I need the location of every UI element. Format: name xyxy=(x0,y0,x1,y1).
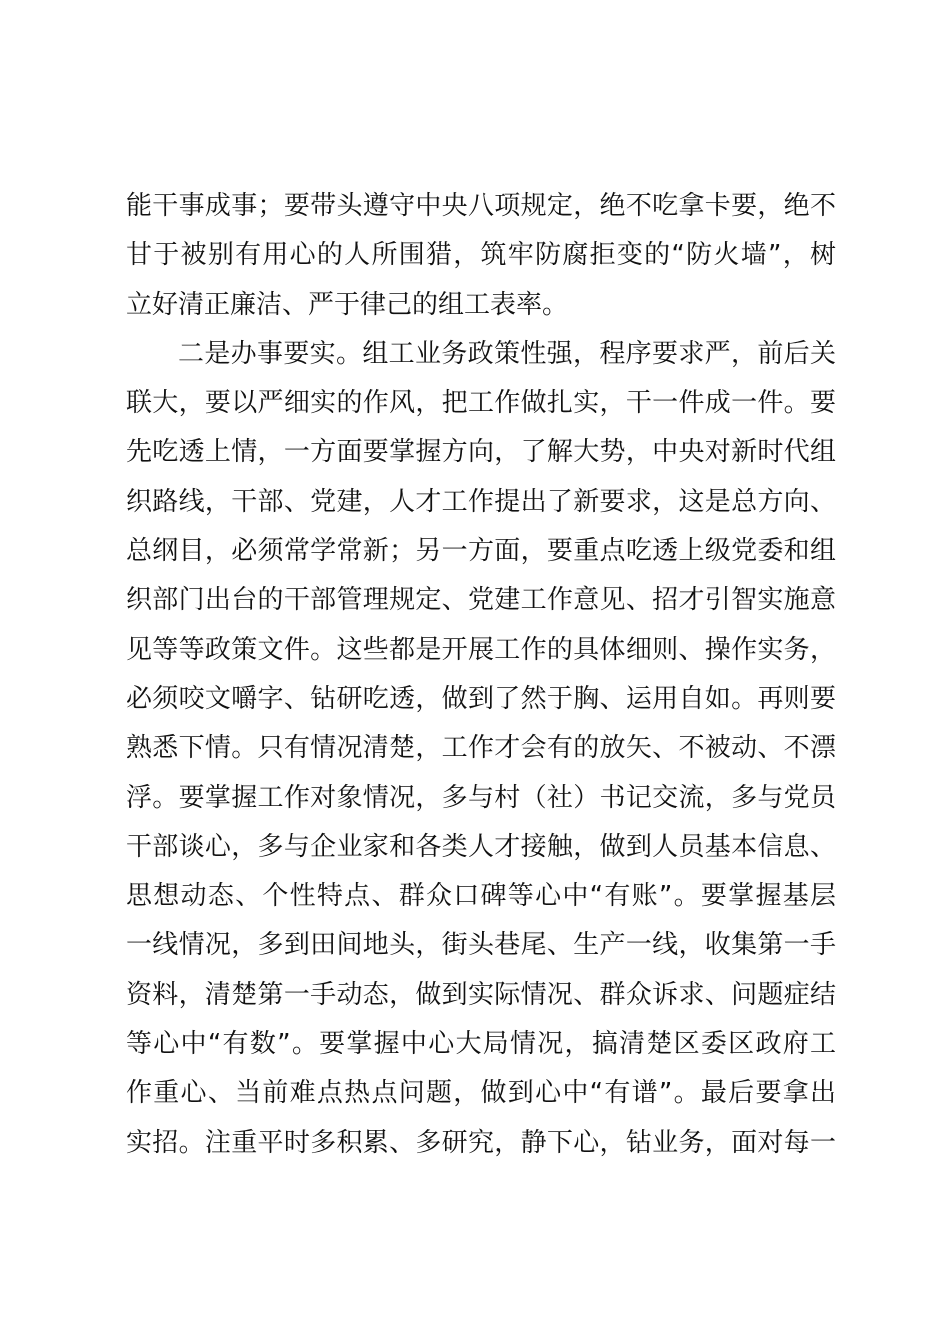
paragraph-2-line-4: 织路线，干部、党建，人才工作提出了新要求，这是总方向、 xyxy=(126,486,836,517)
paragraph-2-line-5: 总纲目，必须常学常新；另一方面，要重点吃透上级党委和组 xyxy=(126,536,836,567)
paragraph-2-line-1: 二是办事要实。组工业务政策性强，程序要求严，前后关 xyxy=(178,338,836,369)
paragraph-2-line-15: 等心中“有数”。要掌握中心大局情况，搞清楚区委区政府工 xyxy=(126,1029,836,1060)
paragraph-2-line-9: 熟悉下情。只有情况清楚，工作才会有的放矢、不被动、不漂 xyxy=(126,733,836,764)
paragraph-1-line-3: 立好清正廉洁、严于律己的组工表率。 xyxy=(126,289,569,320)
paragraph-2-line-17: 实招。注重平时多积累、多研究，静下心，钻业务，面对每一 xyxy=(126,1127,836,1158)
paragraph-2-line-3: 先吃透上情，一方面要掌握方向，了解大势，中央对新时代组 xyxy=(126,437,836,468)
paragraph-2-line-12: 思想动态、个性特点、群众口碑等心中“有账”。要掌握基层 xyxy=(126,881,836,912)
paragraph-2-line-11: 干部谈心，多与企业家和各类人才接触，做到人员基本信息、 xyxy=(126,831,836,862)
paragraph-1-line-2: 甘于被别有用心的人所围猎，筑牢防腐拒变的“防火墙”，树 xyxy=(126,240,836,271)
paragraph-2-line-6: 织部门出台的干部管理规定、党建工作意见、招才引智实施意 xyxy=(126,585,836,616)
paragraph-2-line-8: 必须咬文嚼字、钻研吃透，做到了然于胸、运用自如。再则要 xyxy=(126,683,836,714)
paragraph-2-line-2: 联大，要以严细实的作风，把工作做扎实，干一件成一件。要 xyxy=(126,388,836,419)
paragraph-2-line-13: 一线情况，多到田间地头，街头巷尾、生产一线，收集第一手 xyxy=(126,930,836,961)
paragraph-1-line-1: 能干事成事；要带头遵守中央八项规定，绝不吃拿卡要，绝不 xyxy=(126,191,836,221)
paragraph-2-line-7: 见等等政策文件。这些都是开展工作的具体细则、操作实务， xyxy=(126,634,836,665)
paragraph-2-line-14: 资料，清楚第一手动态，做到实际情况、群众诉求、问题症结 xyxy=(126,979,836,1010)
paragraph-2-line-16: 作重心、当前难点热点问题，做到心中“有谱”。最后要拿出 xyxy=(126,1078,836,1109)
body-text xyxy=(126,182,836,1168)
paragraph-2-line-10: 浮。要掌握工作对象情况，多与村（社）书记交流，多与党员 xyxy=(126,782,836,813)
